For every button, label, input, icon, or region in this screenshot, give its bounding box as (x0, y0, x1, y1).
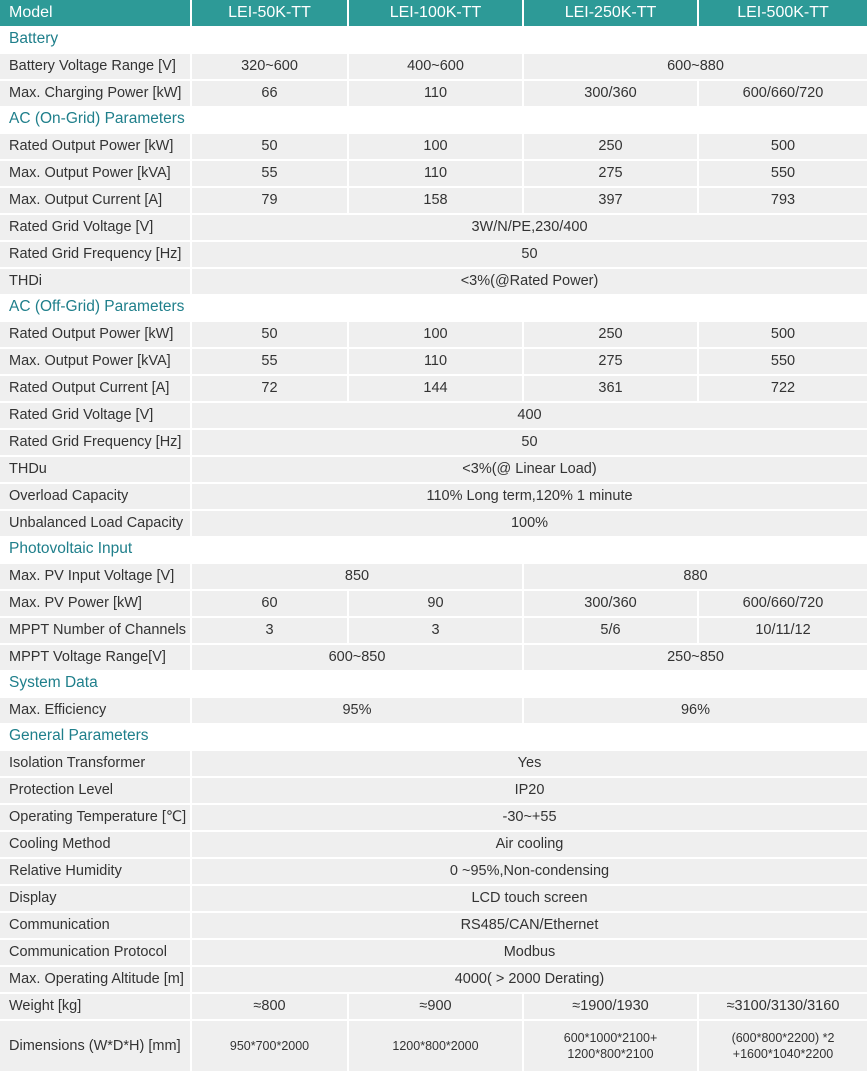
row-label: MPPT Voltage Range[V] (0, 643, 190, 670)
row-label: Cooling Method (0, 830, 190, 857)
value-cell: 50 (190, 132, 347, 159)
row-label: Battery Voltage Range [V] (0, 52, 190, 79)
value-cell: 300/360 (522, 589, 697, 616)
value-cell: -30~+55 (190, 803, 867, 830)
value-cell: LCD touch screen (190, 884, 867, 911)
value-cell: 500 (697, 132, 867, 159)
row-label: Unbalanced Load Capacity (0, 509, 190, 536)
row-label: Max. PV Input Voltage [V] (0, 562, 190, 589)
row-pv-mppt-channels (0, 616, 867, 643)
row-label: Max. Output Current [A] (0, 186, 190, 213)
value-cell: 500 (697, 320, 867, 347)
value-cell: 50 (190, 320, 347, 347)
section-general (0, 723, 867, 749)
value-cell: 100% (190, 509, 867, 536)
row-label: Rated Output Current [A] (0, 374, 190, 401)
value-cell: 100 (347, 320, 522, 347)
row-isolation-transformer (0, 749, 867, 776)
row-cooling-method (0, 830, 867, 857)
value-cell: ≈1900/1930 (522, 992, 697, 1019)
row-ac-on-rated-output (0, 132, 867, 159)
section-title: Battery (9, 30, 59, 48)
row-operating-temperature (0, 803, 867, 830)
row-label: Weight [kg] (0, 992, 190, 1019)
row-pv-max-power (0, 589, 867, 616)
row-ac-on-max-output (0, 159, 867, 186)
value-cell: 275 (522, 159, 697, 186)
section-ac-on-grid (0, 106, 867, 132)
row-pv-mppt-range (0, 643, 867, 670)
value-cell: ≈900 (347, 992, 522, 1019)
value-cell: 550 (697, 159, 867, 186)
row-label: Max. PV Power [kW] (0, 589, 190, 616)
row-ac-off-max-output (0, 347, 867, 374)
row-ac-off-overload (0, 482, 867, 509)
row-label: MPPT Number of Channels (0, 616, 190, 643)
row-label: Max. Output Power [kVA] (0, 347, 190, 374)
value-cell: 55 (190, 159, 347, 186)
row-relative-humidity (0, 857, 867, 884)
row-label: Rated Grid Frequency [Hz] (0, 240, 190, 267)
row-dimensions (0, 1019, 867, 1071)
value-cell: 793 (697, 186, 867, 213)
section-ac-off-grid (0, 294, 867, 320)
section-battery (0, 26, 867, 52)
model-lei-100k-tt: LEI-100K-TT (347, 0, 522, 26)
value-cell: 4000( > 2000 Derating) (190, 965, 867, 992)
row-ac-off-grid-frequency (0, 428, 867, 455)
value-cell: 722 (697, 374, 867, 401)
row-label: Rated Grid Voltage [V] (0, 213, 190, 240)
model-lei-250k-tt: LEI-250K-TT (522, 0, 697, 26)
value-cell: 600/660/720 (697, 79, 867, 106)
value-cell: ≈3100/3130/3160 (697, 992, 867, 1019)
row-max-efficiency (0, 696, 867, 723)
dimension-line: 600*1000*2100+ (563, 1030, 658, 1045)
model-lei-500k-tt: LEI-500K-TT (697, 0, 867, 26)
model-label: Model (9, 3, 53, 21)
value-cell (697, 1019, 867, 1071)
value-cell: 55 (190, 347, 347, 374)
row-label: Max. Efficiency (0, 696, 190, 723)
value-cell: 250~850 (522, 643, 867, 670)
row-label: Protection Level (0, 776, 190, 803)
value-cell: 1200*800*2000 (347, 1019, 522, 1071)
row-label: Dimensions (W*D*H) [mm] (0, 1019, 190, 1071)
row-protection-level (0, 776, 867, 803)
value-cell: 144 (347, 374, 522, 401)
value-cell: <3%(@Rated Power) (190, 267, 867, 294)
value-cell: 95% (190, 696, 522, 723)
section-photovoltaic (0, 536, 867, 562)
section-title: Photovoltaic Input (9, 540, 133, 558)
row-label: Max. Operating Altitude [m] (0, 965, 190, 992)
value-cell: 3 (190, 616, 347, 643)
row-label: Rated Output Power [kW] (0, 320, 190, 347)
row-label: THDi (0, 267, 190, 294)
row-weight (0, 992, 867, 1019)
value-cell: 10/11/12 (697, 616, 867, 643)
value-cell: 950*700*2000 (190, 1019, 347, 1071)
dimension-line: (600*800*2200) *2 (731, 1030, 835, 1045)
value-cell: 50 (190, 240, 867, 267)
value-cell: 158 (347, 186, 522, 213)
row-label: Overload Capacity (0, 482, 190, 509)
value-cell: ≈800 (190, 992, 347, 1019)
value-cell: 110 (347, 159, 522, 186)
row-ac-off-thdu (0, 455, 867, 482)
row-label: Max. Charging Power [kW] (0, 79, 190, 106)
model-lei-50k-tt: LEI-50K-TT (190, 0, 347, 26)
value-cell: 66 (190, 79, 347, 106)
row-label: Rated Output Power [kW] (0, 132, 190, 159)
value-cell: 0 ~95%,Non-condensing (190, 857, 867, 884)
value-cell: 320~600 (190, 52, 347, 79)
row-ac-off-rated-current (0, 374, 867, 401)
value-cell: 361 (522, 374, 697, 401)
value-cell: 600/660/720 (697, 589, 867, 616)
value-cell: 5/6 (522, 616, 697, 643)
value-cell: IP20 (190, 776, 867, 803)
value-cell: 880 (522, 562, 867, 589)
row-battery-voltage-range (0, 52, 867, 79)
section-title: AC (On-Grid) Parameters (9, 110, 185, 128)
value-cell: 300/360 (522, 79, 697, 106)
value-cell: 600~850 (190, 643, 522, 670)
row-ac-off-rated-output (0, 320, 867, 347)
row-label: Communication Protocol (0, 938, 190, 965)
row-label: Isolation Transformer (0, 749, 190, 776)
value-cell: 110 (347, 347, 522, 374)
row-label: Rated Grid Voltage [V] (0, 401, 190, 428)
value-cell: 72 (190, 374, 347, 401)
row-label: Display (0, 884, 190, 911)
value-cell: 96% (522, 696, 867, 723)
row-label: Relative Humidity (0, 857, 190, 884)
row-max-operating-altitude (0, 965, 867, 992)
row-battery-max-charging (0, 79, 867, 106)
section-system-data (0, 670, 867, 696)
value-cell: 250 (522, 320, 697, 347)
section-title: System Data (9, 674, 98, 692)
value-cell: Air cooling (190, 830, 867, 857)
row-ac-off-unbalanced (0, 509, 867, 536)
row-label: Communication (0, 911, 190, 938)
row-ac-off-grid-voltage (0, 401, 867, 428)
value-cell: 850 (190, 562, 522, 589)
row-ac-on-thdi (0, 267, 867, 294)
value-cell: 3W/N/PE,230/400 (190, 213, 867, 240)
row-pv-max-voltage (0, 562, 867, 589)
header-row (0, 0, 867, 26)
dimension-line: 1200*800*2100 (567, 1047, 654, 1061)
value-cell: 3 (347, 616, 522, 643)
value-cell: Yes (190, 749, 867, 776)
row-label: Operating Temperature [℃] (0, 803, 190, 830)
value-cell: 90 (347, 589, 522, 616)
value-cell: 550 (697, 347, 867, 374)
value-cell: 110 (347, 79, 522, 106)
value-cell: 100 (347, 132, 522, 159)
row-label: THDu (0, 455, 190, 482)
row-communication-protocol (0, 938, 867, 965)
value-cell: 50 (190, 428, 867, 455)
row-display (0, 884, 867, 911)
row-ac-on-grid-voltage (0, 213, 867, 240)
section-title: AC (Off-Grid) Parameters (9, 298, 185, 316)
row-communication (0, 911, 867, 938)
value-cell: 250 (522, 132, 697, 159)
value-cell (522, 1019, 697, 1071)
row-ac-on-max-current (0, 186, 867, 213)
value-cell: 110% Long term,120% 1 minute (190, 482, 867, 509)
value-cell: RS485/CAN/Ethernet (190, 911, 867, 938)
value-cell: 400~600 (347, 52, 522, 79)
value-cell: Modbus (190, 938, 867, 965)
value-cell: 397 (522, 186, 697, 213)
row-ac-on-grid-frequency (0, 240, 867, 267)
row-label: Rated Grid Frequency [Hz] (0, 428, 190, 455)
value-cell: 600~880 (522, 52, 867, 79)
value-cell: 400 (190, 401, 867, 428)
value-cell: 60 (190, 589, 347, 616)
section-title: General Parameters (9, 727, 149, 745)
row-label: Max. Output Power [kVA] (0, 159, 190, 186)
dimension-line: +1600*1040*2200 (732, 1047, 834, 1061)
value-cell: 275 (522, 347, 697, 374)
value-cell: 79 (190, 186, 347, 213)
value-cell: <3%(@ Linear Load) (190, 455, 867, 482)
